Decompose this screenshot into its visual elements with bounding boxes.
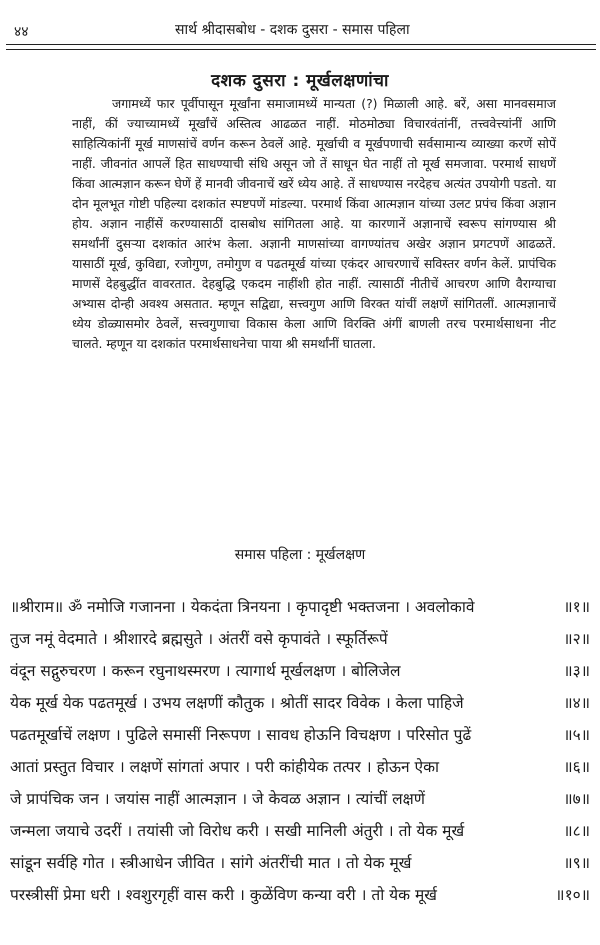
page-number: ४४ bbox=[14, 24, 29, 40]
verse-line bbox=[10, 592, 596, 622]
verse-line bbox=[10, 848, 596, 878]
samas-title: समास पहिला : मूर्खलक्षण bbox=[234, 547, 366, 563]
verse-text: जे प्रापंचिक जन । जयांस नाहीं आत्मज्ञान । जे केवळ अज्ञान । त्यांचीं लक्षणें bbox=[10, 790, 425, 808]
verse-text: जन्मला जयाचे उदरीं । तयांसी जो विरोध करी । सखी मानिली अंतुरी । तो येक मूर्ख bbox=[10, 822, 465, 840]
verse-text: ॥श्रीराम॥ ॐ नमोजि गजानना । येकदंता त्रिनयना । कृपादृष्टी भक्तजना । अवलोकावे bbox=[10, 598, 475, 616]
running-title: सार्थ श्रीदासबोध - दशक दुसरा - समास पहिला bbox=[175, 22, 410, 38]
verse-text: परस्त्रीसीं प्रेमा धरी । श्वशुरगृहीं वास करी । कुळेंविण कन्या वरी । तो येक मूर्ख bbox=[10, 886, 437, 904]
verse-number: ॥१०॥ bbox=[555, 886, 590, 904]
verse-line bbox=[10, 624, 596, 654]
intro-paragraph: जगामध्यें फार पूर्वीपासून मूर्खांना समाजामध्यें मान्यता (?) मिळाली आहे. बरें, असा मानवसमाज नाहीं, कीं ज्याच्यामध्यें मूर्खांचें अस्तित्व आढळत नाहीं. मोठमोठ्या विचारवंतांनीं, तत्त्ववेत्त्यांनीं आणि साहित्यिकांनीं मूर्ख माणसांचें वर्णन करून ठेवलें आहे. मूर्खाची व मूर्खपणाची सर्वसामान्य व्याख्या करणें सोपें नाहीं. जीवनांत आपलें हित साधण्याची संधि असून जो तें साधून घेत नाहीं तो मूर्ख समजावा. परमार्थ साधणें किंवा आत्मज्ञान करून घेणें हें मानवी जीवनाचें खरें ध्येय आहे. तें साधण्यास नरदेहच अत्यंत उपयोगी पडतो. या दोन मूलभूत गोष्टी पहिल्या दशकांत स्पष्टपणें मांडल्या. परमार्थ किंवा आत्मज्ञान यांच्या उलट प्रपंच किंवा अज्ञान होय. अज्ञान नाहींसें करण्यासाठीं दासबोध सांगितला आहे. या कारणानें अज्ञानाचें स्वरूप सांगण्यास श्री समर्थांनीं दुसऱ्या दशकांत आरंभ केला. अज्ञानी माणसांच्या वागण्यांतच अखेर अज्ञान प्रगटपणें आढळतें. यासाठीं मूर्ख, कुविद्या, रजोगुण, तमोगुण व पढतमूर्ख यांच्या एकंदर आचरणाचें सविस्तर वर्णन केलें. प्रापंचिक माणसें देहबुद्धींत वावरतात. देहबुद्धि एकदम नाहींशी होत नाहीं. त्यासाठीं नीतीचें आचरण आणि वैराग्याचा अभ्यास दोन्ही अवश्य असतात. म्हणून सद्विद्या, सत्त्वगुण आणि विरक्त यांचीं लक्षणें सांगितलीं. आत्मज्ञानाचें ध्येय डोळ्यासमोर ठेवलें, सत्त्वगुणाचा विकास केला आणि विरक्ति अंगीं बाणली तरच परमार्थसाधना नीट चालते. म्हणून या दशकांत परमार्थसाधनेचा पाया श्री समर्थांनीं घातला. bbox=[72, 96, 556, 351]
verse-line bbox=[10, 880, 596, 910]
verse-number: ॥७॥ bbox=[563, 790, 590, 808]
verse-number: ॥६॥ bbox=[563, 758, 590, 776]
verse-text: येक मूर्ख येक पढतमूर्ख । उभय लक्षणीं कौतुक । श्रोतीं सादर विवेक । केला पाहिजे bbox=[10, 694, 464, 712]
verse-line bbox=[10, 688, 596, 718]
verse-number: ॥१॥ bbox=[563, 598, 590, 616]
verse-number: ॥८॥ bbox=[563, 822, 590, 840]
chapter-title: दशक दुसरा : मूर्खलक्षणांचा bbox=[211, 71, 389, 91]
verse-number: ॥५॥ bbox=[563, 726, 590, 744]
verse-line bbox=[10, 752, 596, 782]
verse-number: ॥९॥ bbox=[563, 854, 590, 872]
verse-line bbox=[10, 656, 596, 686]
verse-line bbox=[10, 784, 596, 814]
verse-line bbox=[10, 720, 596, 750]
verse-text: सांडून सर्वहि गोत । स्त्रीआधेन जीवित । सांगे अंतरींची मात । तो येक मूर्ख bbox=[10, 854, 412, 872]
verse-line bbox=[10, 816, 596, 846]
verse-text: वंदून सद्गुरुचरण । करून रघुनाथस्मरण । त्यागार्थ मूर्खलक्षण । बोलिजेल bbox=[10, 662, 401, 680]
page-header bbox=[0, 0, 600, 50]
header-rule-top bbox=[6, 44, 596, 45]
verse-text: तुज नमूं वेदमाते । श्रीशारदे ब्रह्मसुते । अंतरीं वसे कृपावंते । स्फूर्तिरूपें bbox=[10, 630, 388, 648]
verse-text: आतां प्रस्तुत विचार । लक्षणें सांगतां अपार । परी कांहीयेक तत्पर । होऊन ऐका bbox=[10, 758, 440, 776]
verse-number: ॥४॥ bbox=[563, 694, 590, 712]
verse-number: ॥३॥ bbox=[563, 662, 590, 680]
verse-number: ॥२॥ bbox=[563, 630, 590, 648]
verse-text: पढतमूर्खाचें लक्षण । पुढिले समासीं निरूपण । सावध होऊनि विचक्षण । परिसोत पुढें bbox=[10, 726, 472, 744]
header-rule-bottom bbox=[6, 49, 596, 50]
